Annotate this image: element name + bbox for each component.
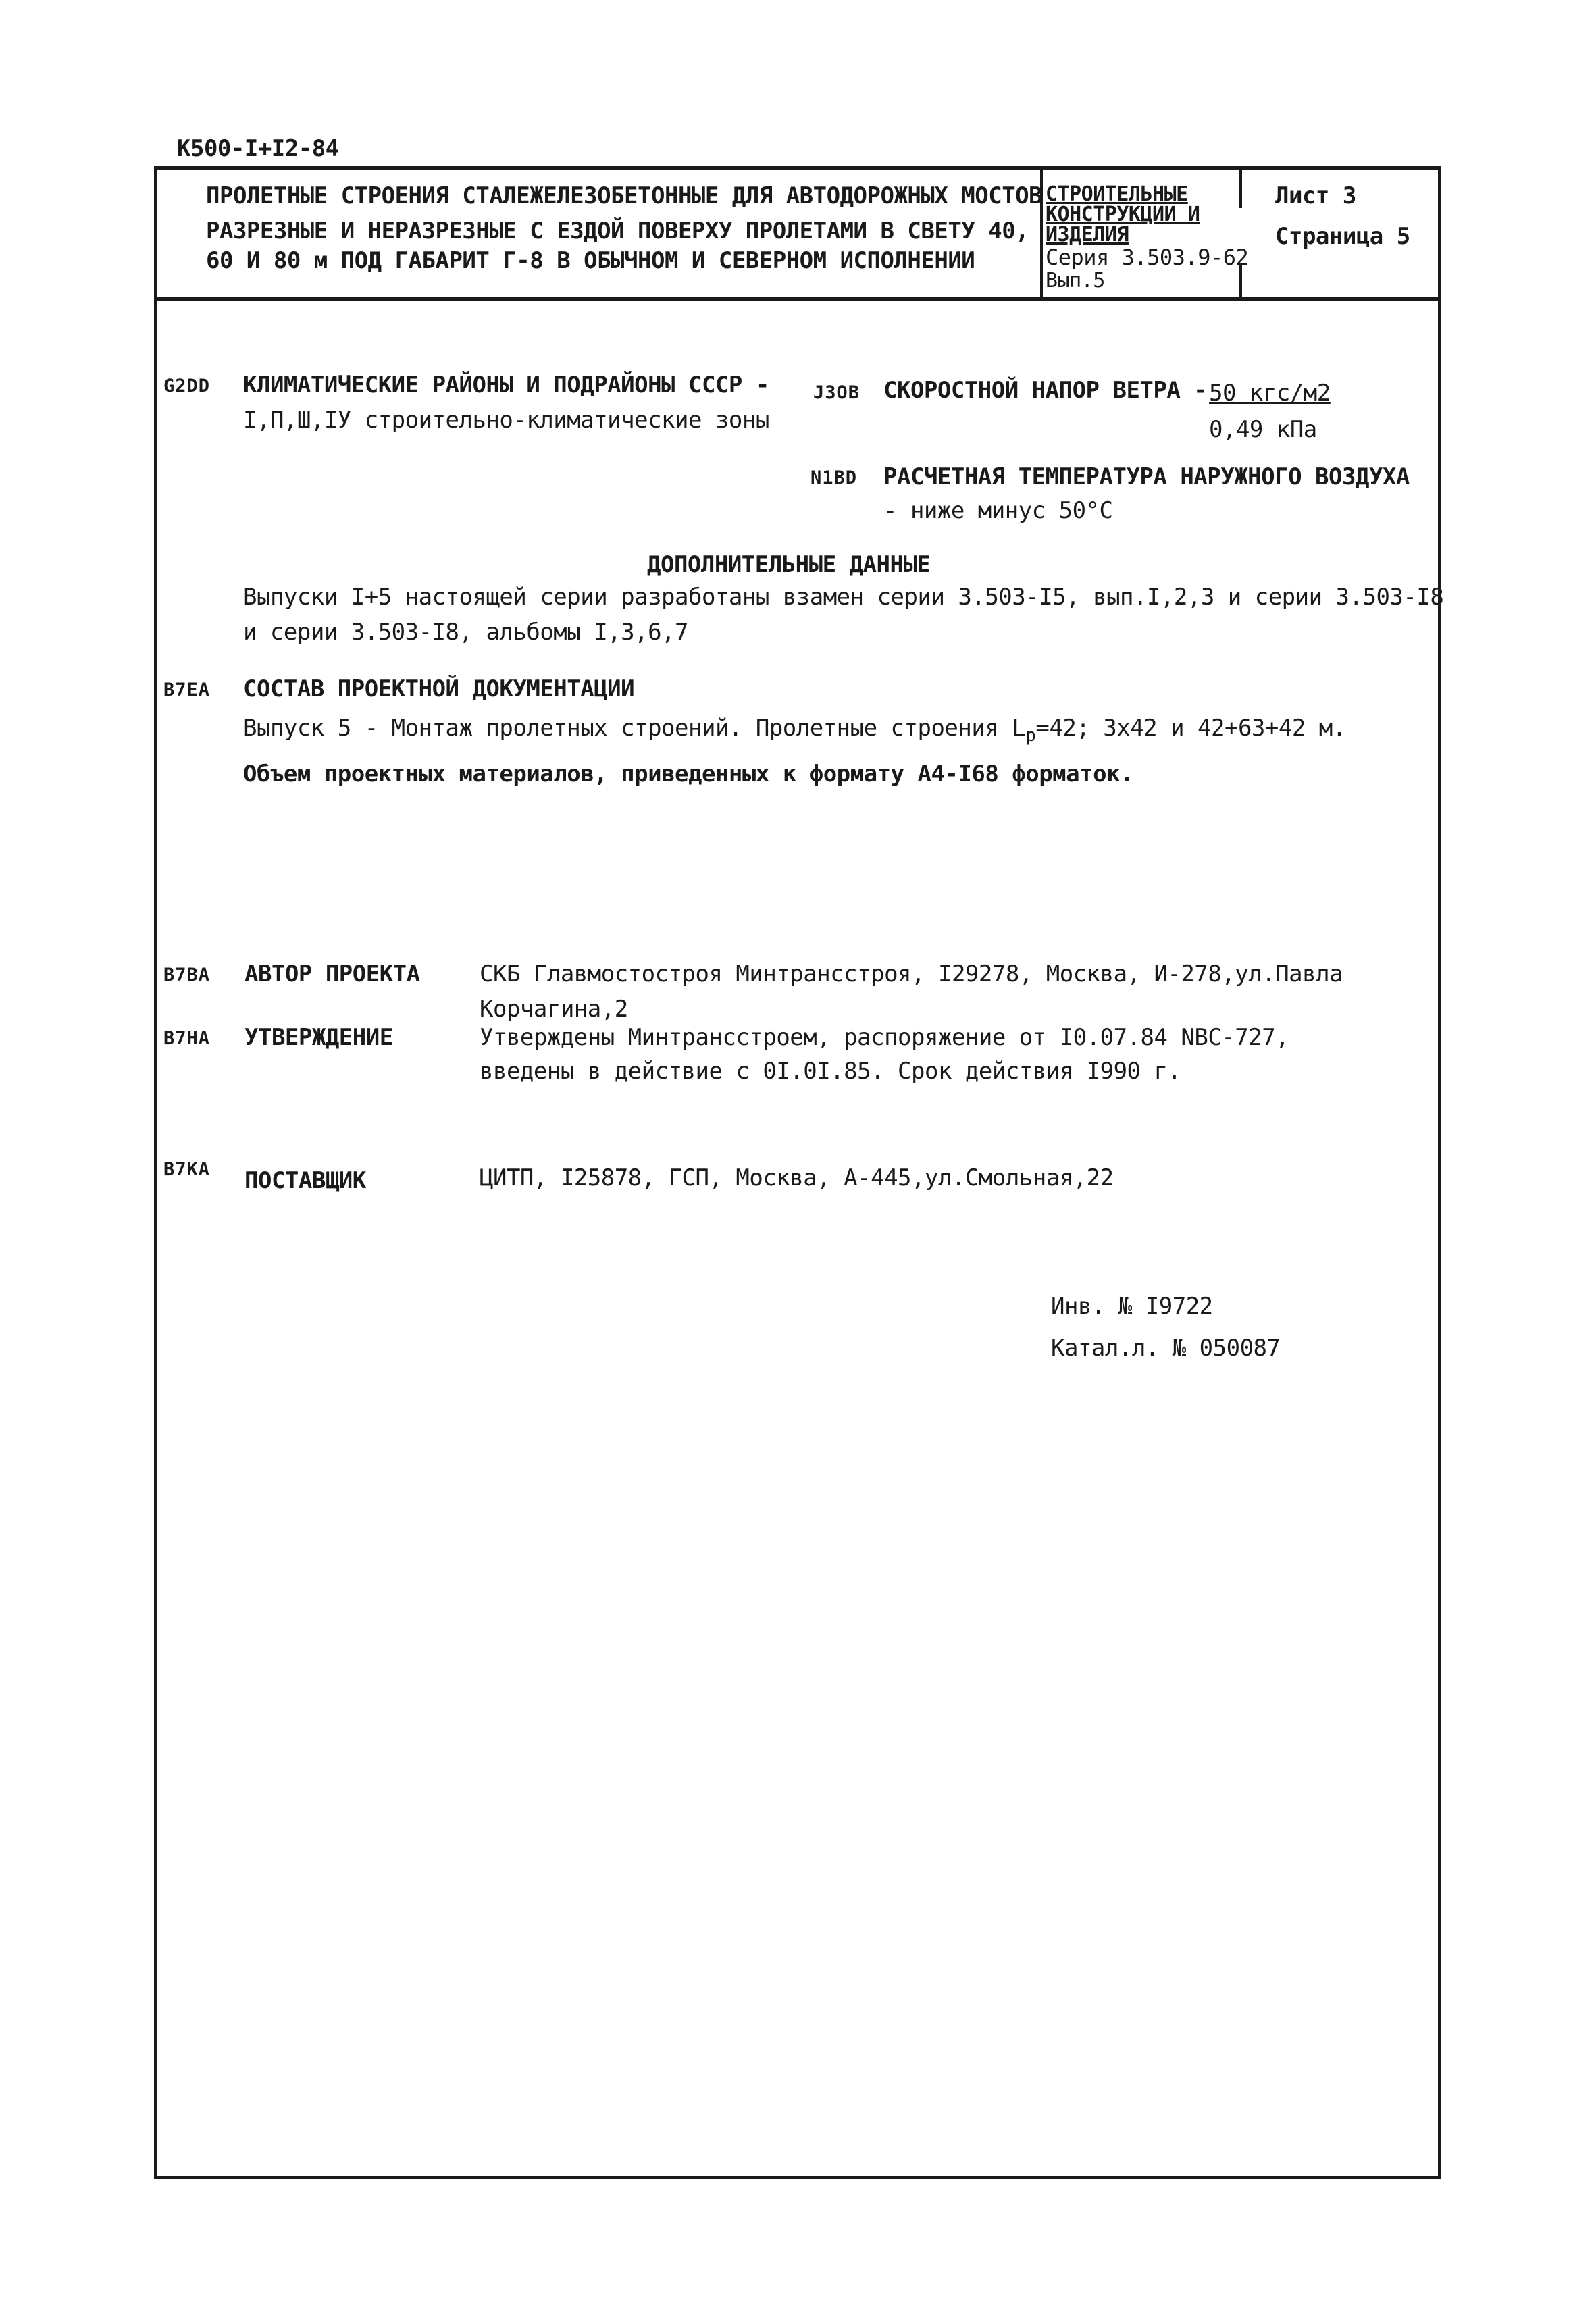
- composition-line-1-end: =42; 3х42 и 42+63+42 м.: [1035, 715, 1346, 742]
- wind-label: СКОРОСТНОЙ НАПОР ВЕТРА -: [883, 377, 1208, 404]
- category-line-1: СТРОИТЕЛЬНЫЕ: [1046, 182, 1188, 206]
- wind-value-si: 0,49 кПа: [1209, 416, 1317, 443]
- author-code: B7BA: [163, 965, 211, 985]
- temperature-code: N1BD: [810, 467, 858, 488]
- composition-line-2: Объем проектных материалов, приведенных к формату А4-I68 форматок.: [243, 761, 1134, 788]
- author-label: АВТОР ПРОЕКТА: [244, 960, 420, 987]
- supplier-code: B7KA: [163, 1159, 211, 1180]
- supplier-label: ПОСТАВЩИК: [244, 1167, 366, 1194]
- wind-code: J3OB: [813, 382, 860, 403]
- approval-line-2: введены в действие с 0I.0I.85. Срок действия I990 г.: [480, 1058, 1181, 1085]
- supplier-text: ЦИТП, I25878, ГСП, Москва, А-445,ул.Смольная,22: [480, 1164, 1114, 1191]
- issue-number: Вып.5: [1046, 269, 1105, 292]
- approval-line-1: Утверждены Минтрансстроем, распоряжение от I0.07.84 NBC-727,: [480, 1024, 1289, 1051]
- climate-code: G2DD: [163, 376, 211, 396]
- category-line-3: ИЗДЕЛИЯ: [1046, 223, 1129, 247]
- temperature-label: РАСЧЕТНАЯ ТЕМПЕРАТУРА НАРУЖНОГО ВОЗДУХА: [883, 463, 1410, 490]
- composition-code: B7EA: [163, 679, 211, 700]
- series-number: Серия 3.503.9-62: [1046, 245, 1249, 270]
- composition-line-1-start: Выпуск 5 - Монтаж пролетных строений. Пролетные строения L: [243, 715, 1026, 742]
- approval-label: УТВЕРЖДЕНИЕ: [244, 1024, 393, 1051]
- additional-line-1: Выпуски I+5 настоящей серии разработаны взамен серии 3.503-I5, вып.I,2,3 и серии 3.503-I8: [243, 584, 1444, 611]
- additional-line-2: и серии 3.503-I8, альбомы I,3,6,7: [243, 619, 689, 646]
- sheet-number: Лист 3: [1275, 182, 1356, 209]
- composition-title: СОСТАВ ПРОЕКТНОЙ ДОКУМЕНТАЦИИ: [243, 675, 635, 702]
- inventory-number: Инв. № I9722: [1051, 1293, 1213, 1320]
- climate-title: КЛИМАТИЧЕСКИЕ РАЙОНЫ И ПОДРАЙОНЫ СССР -: [243, 371, 769, 398]
- composition-line-1: [243, 715, 1346, 746]
- page-number: Страница 5: [1275, 223, 1410, 250]
- document-code: К500-I+I2-84: [177, 135, 339, 162]
- temperature-value: - ниже минус 50°С: [883, 497, 1113, 524]
- additional-title: ДОПОЛНИТЕЛЬНЫЕ ДАННЫЕ: [647, 551, 931, 578]
- author-line-2: Корчагина,2: [480, 996, 628, 1023]
- composition-subscript: р: [1025, 725, 1036, 746]
- approval-code: B7HA: [163, 1028, 211, 1049]
- climate-value: I,П,Ш,IУ строительно-климатические зоны: [243, 407, 769, 434]
- header-title-line-2: РАЗРЕЗНЫЕ И НЕРАЗРЕЗНЫЕ С ЕЗДОЙ ПОВЕРХУ ПРОЛЕТАМИ В СВЕТУ 40,: [206, 217, 1029, 245]
- category-line-2: КОНСТРУКЦИИ И: [1046, 203, 1200, 226]
- wind-value: 50 кгс/м2: [1209, 380, 1331, 407]
- author-line-1: СКБ Главмостостроя Минтрансстроя, I29278, Москва, И-278,ул.Павла: [480, 960, 1343, 987]
- header-column-divider-top: [1239, 168, 1242, 208]
- header-title-line-3: 60 И 80 м ПОД ГАБАРИТ Г-8 В ОБЫЧНОМ И СЕВЕРНОМ ИСПОЛНЕНИИ: [206, 247, 975, 274]
- catalog-number: Катал.л. № 050087: [1051, 1335, 1281, 1362]
- header-divider: [154, 297, 1441, 301]
- header-title-line-1: ПРОЛЕТНЫЕ СТРОЕНИЯ СТАЛЕЖЕЛЕЗОБЕТОННЫЕ ДЛЯ АВТОДОРОЖНЫХ МОСТОВ: [206, 182, 1043, 209]
